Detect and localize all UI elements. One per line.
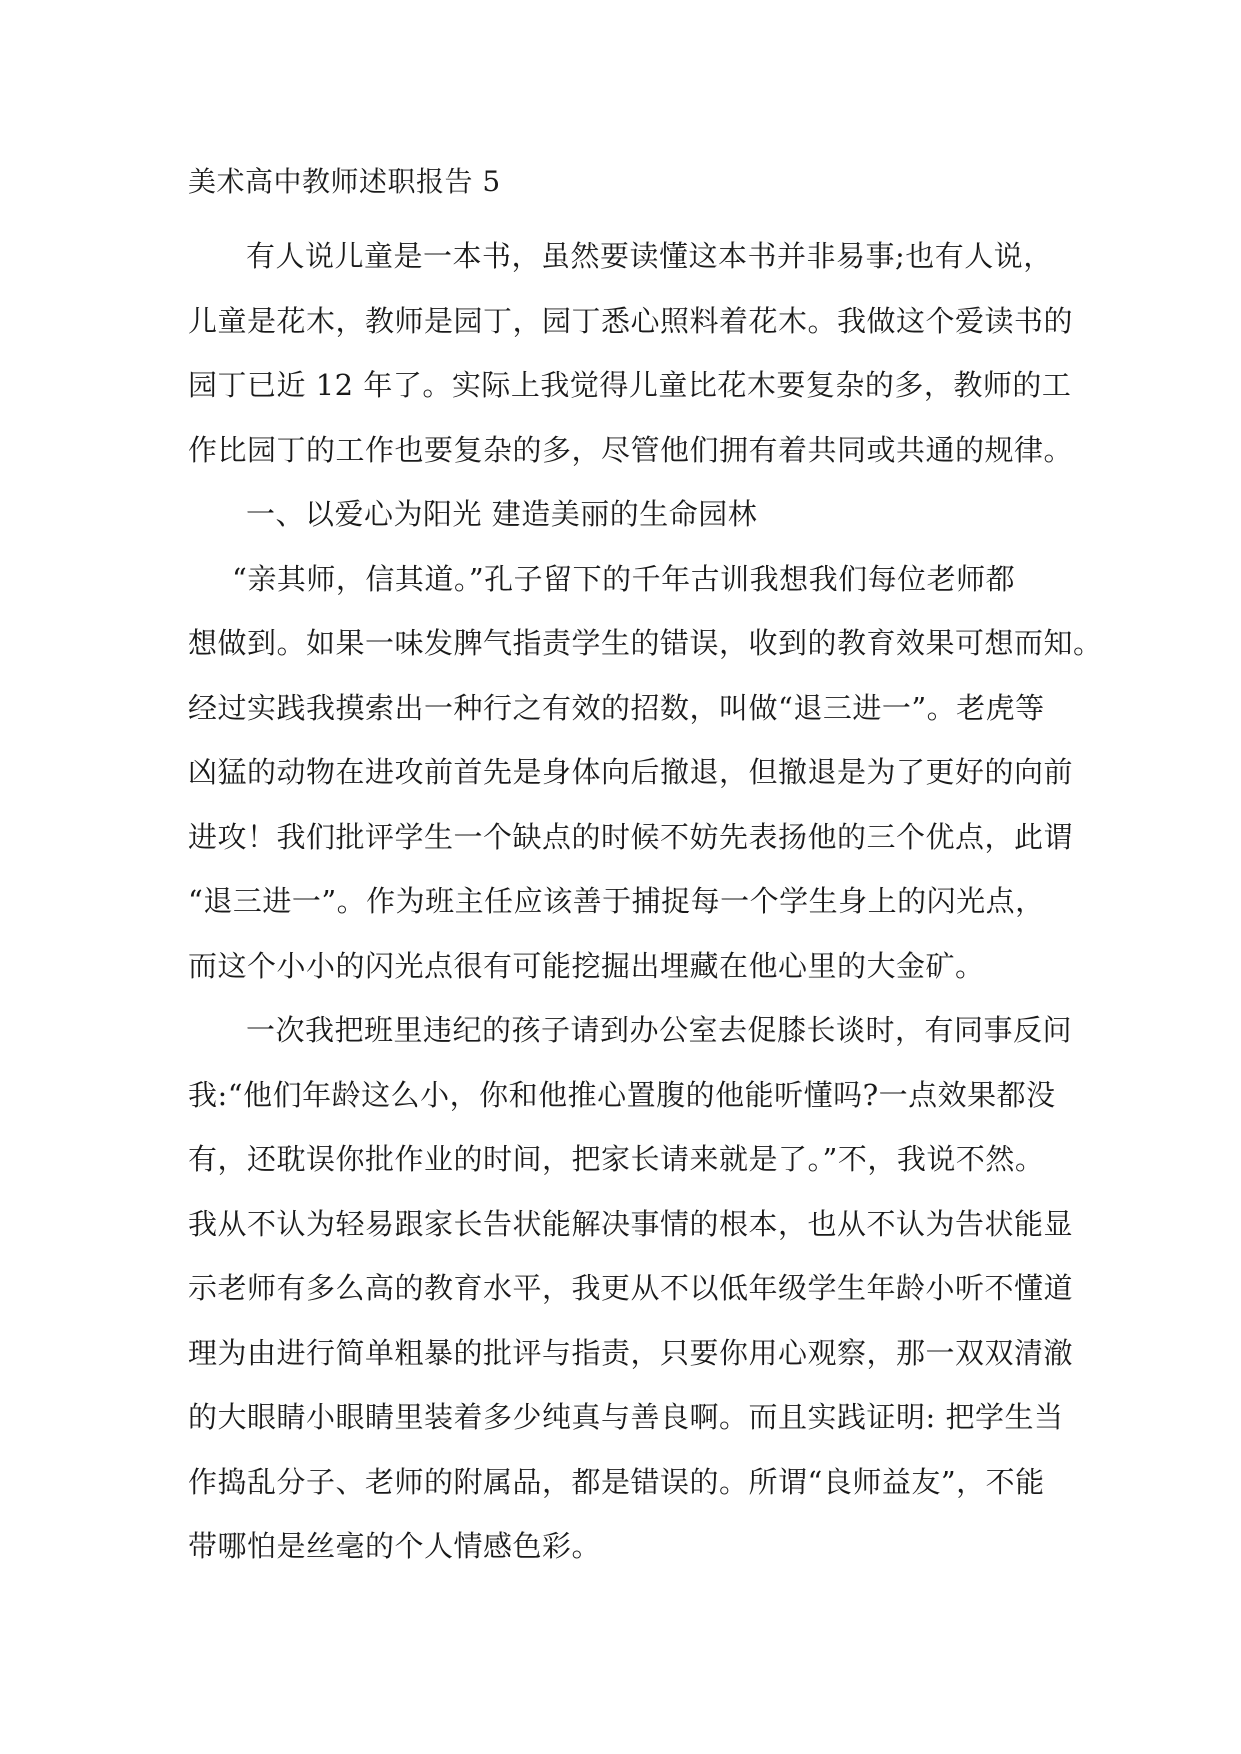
text-line: 作捣乱分子、老师的附属品，都是错误的。所谓“良师益友”，不能 [188, 1464, 1045, 1499]
text-line: 进攻！我们批评学生一个缺点的时候不妨先表扬他的三个优点，此谓 [188, 819, 1074, 854]
document-body [188, 160, 1103, 1579]
text-line: “亲其师，信其道。”孔子留下的千年古训我想我们每位老师都 [232, 561, 1016, 596]
text-line: 想做到。如果一味发脾气指责学生的错误，收到的教育效果可想而知。 [188, 626, 1103, 660]
text-line: 有人说儿童是一本书，虽然要读懂这本书并非易事;也有人说， [246, 239, 1053, 273]
text-line: 示老师有多么高的教育水平，我更从不以低年级学生年龄小听不懂道 [188, 1271, 1074, 1305]
text-line: 我:“他们年龄这么小，你和他推心置腹的他能听懂吗?一点效果都没 [188, 1077, 1056, 1112]
text-line: “退三进一”。作为班主任应该善于捕捉每一个学生身上的闪光点， [188, 884, 1045, 918]
text-line: 作比园丁的工作也要复杂的多，尽管他们拥有着共同或共通的规律。 [188, 432, 1074, 467]
heading-line: 一、以爱心为阳光 建造美丽的生命园林 [246, 497, 758, 531]
text-line: 我从不认为轻易跟家长告状能解决事情的根本，也从不认为告状能显 [188, 1206, 1074, 1241]
document-title: 美术高中教师述职报告 5 [188, 165, 501, 198]
text-line: 理为由进行简单粗暴的批评与指责，只要你用心观察，那一双双清澈 [188, 1335, 1074, 1370]
text-line: 园丁已近 12 年了。实际上我觉得儿童比花木要复杂的多，教师的工 [188, 368, 1072, 402]
text-line: 有，还耽误你批作业的时间，把家长请来就是了。”不，我说不然。 [188, 1142, 1045, 1176]
text-line: 而这个小小的闪光点很有可能挖掘出埋藏在他心里的大金矿。 [188, 948, 985, 983]
paragraph [188, 224, 1074, 482]
text-line: 带哪怕是丝毫的个人情感色彩。 [188, 1529, 602, 1563]
section-heading [188, 482, 1068, 547]
paragraph [188, 547, 1103, 999]
paragraph [188, 998, 1074, 1579]
text-line: 经过实践我摸索出一种行之有效的招数，叫做“退三进一”。老虎等 [188, 690, 1045, 725]
text-line: 儿童是花木，教师是园丁，园丁悉心照料着花木。我做这个爱读书的 [188, 303, 1074, 338]
text-line: 一次我把班里违纪的孩子请到办公室去促膝长谈时，有同事反问 [246, 1013, 1073, 1047]
text-line: 的大眼睛小眼睛里装着多少纯真与善良啊。而且实践证明: 把学生当 [188, 1400, 1064, 1434]
text-line: 凶猛的动物在进攻前首先是身体向后撤退，但撤退是为了更好的向前 [188, 755, 1074, 789]
